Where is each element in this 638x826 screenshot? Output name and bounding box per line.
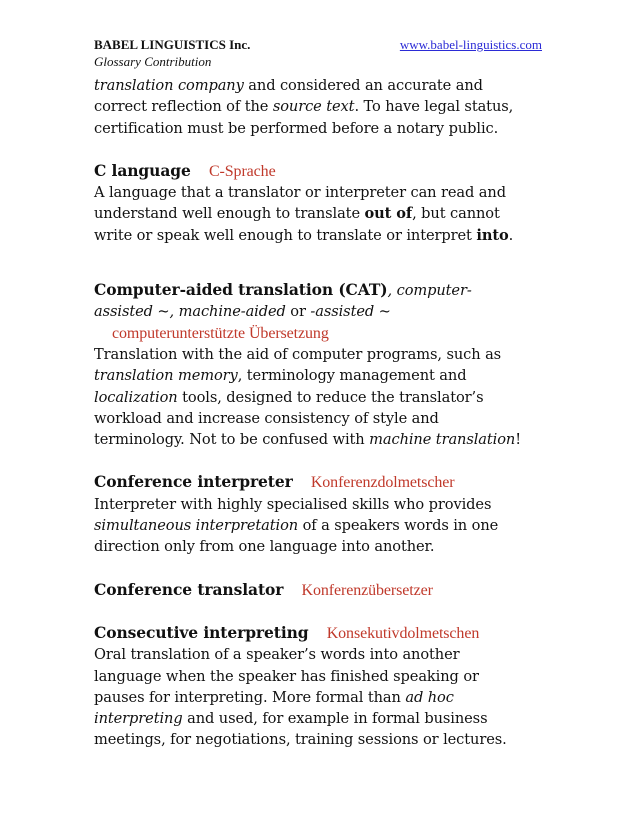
emph-text: interpreting <box>94 710 183 728</box>
company-name: BABEL LINGUISTICS Inc. <box>94 37 251 52</box>
glossary-body <box>94 75 554 751</box>
definition-text: tools, designed to reduce the translator’s <box>177 388 484 406</box>
emph-text: source text <box>272 98 355 116</box>
definition-text: . <box>508 226 514 244</box>
emph-text: localization <box>94 388 178 406</box>
definition-text: language when the speaker has finished speaking or <box>94 667 479 685</box>
german-translation: computerunterstützte Übersetzung <box>112 324 329 342</box>
entry-conference-interpreter <box>94 471 554 557</box>
definition-text: direction only from one language into another. <box>94 538 435 556</box>
german-translation: Konferenzübersetzer <box>301 581 433 599</box>
definition-text: and used, for example in formal business <box>182 710 488 728</box>
entry-certified-continuation <box>94 75 554 139</box>
term-heading: Consecutive interpreting <box>94 622 309 642</box>
definition-text: of a speakers words in one <box>298 517 499 535</box>
term-heading: Computer-aided translation (CAT) <box>94 280 388 300</box>
definition-text: Translation with the aid of computer programs, such as <box>94 345 502 363</box>
definition-text: A language that a translator or interpreter can read and <box>94 184 506 202</box>
definition-text: , but cannot <box>412 205 500 223</box>
emph-text: simultaneous interpretation <box>94 517 299 535</box>
emph-text: translation memory <box>94 367 238 385</box>
definition-text: pauses for interpreting. More formal than <box>94 688 406 706</box>
german-translation: C-Sprache <box>208 162 276 180</box>
definition-text: terminology. Not to be confused with <box>94 431 370 449</box>
definition-text: meetings, for negotiations, training sessions or lectures. <box>94 731 507 749</box>
body-text: correct reflection of the <box>94 98 273 116</box>
definition-text: , terminology management and <box>237 367 467 385</box>
definition-text: ! <box>515 431 521 449</box>
entry-conference-translator <box>94 579 554 601</box>
alt-term: , computer- <box>387 282 472 300</box>
bold-text: out of <box>364 205 413 223</box>
alt-term: assisted ~, machine-aided <box>94 303 286 321</box>
body-text: certification must be performed before a notary public. <box>94 119 499 137</box>
doc-subtitle: Glossary Contribution <box>94 54 212 69</box>
definition-text: workload and increase consistency of style and <box>94 409 439 427</box>
website-link[interactable]: www.babel-linguistics.com <box>399 37 542 52</box>
definition-text: understand well enough to translate <box>94 205 365 223</box>
term-heading: Conference interpreter <box>94 472 293 492</box>
entry-cat <box>94 279 554 450</box>
entry-consecutive-interpreting <box>94 622 554 751</box>
body-text: or <box>285 303 311 321</box>
emph-text: ad hoc <box>405 688 454 706</box>
bold-text: into <box>476 226 509 244</box>
german-translation: Konferenzdolmetscher <box>310 474 455 492</box>
body-text: and considered an accurate and <box>243 77 483 94</box>
term-heading: Conference translator <box>94 579 284 599</box>
entry-c-language <box>94 160 554 246</box>
emph-text: translation company <box>94 77 244 94</box>
term-heading: C language <box>94 160 191 180</box>
alt-term: -assisted ~ <box>310 303 391 321</box>
emph-text: machine translation <box>369 431 516 449</box>
german-translation: Konsekutivdolmetschen <box>326 624 480 642</box>
definition-text: Oral translation of a speaker’s words into another <box>94 646 460 664</box>
definition-text: write or speak well enough to translate or interpret <box>94 226 477 244</box>
definition-text: Interpreter with highly specialised skills who provides <box>94 495 492 513</box>
body-text: . To have legal status, <box>354 98 514 116</box>
